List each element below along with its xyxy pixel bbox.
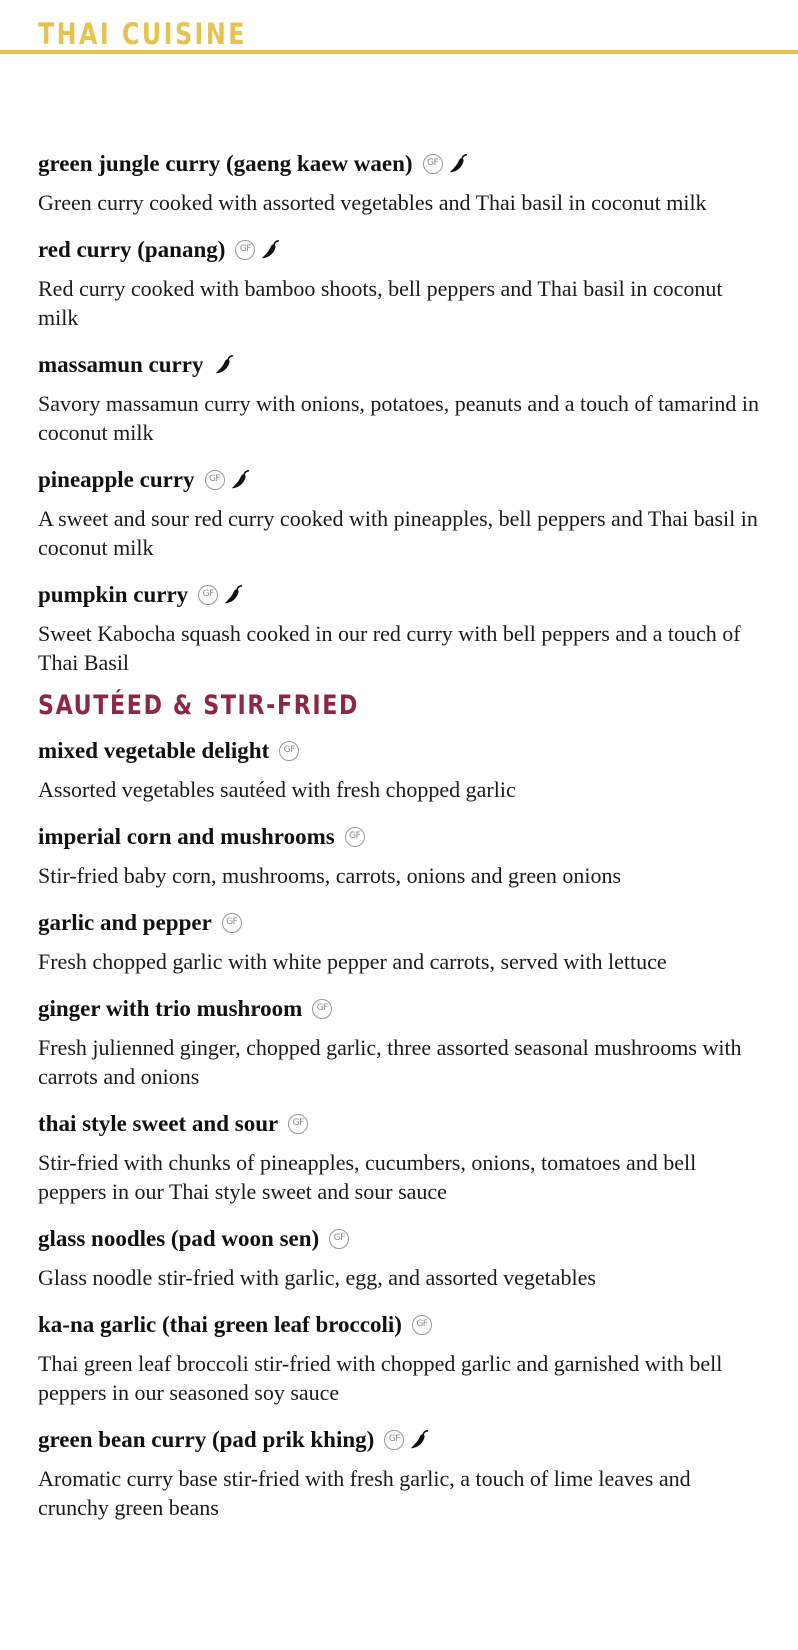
menu-item xyxy=(38,909,763,976)
menu-item-name-row xyxy=(38,995,763,1023)
menu-item-name: red curry (panang) xyxy=(38,237,226,262)
menu-item xyxy=(38,466,763,562)
gluten-free-icon: GF xyxy=(205,470,225,490)
menu-item xyxy=(38,581,763,677)
gluten-free-icon: GF xyxy=(412,1315,432,1335)
gluten-free-icon: GF xyxy=(345,827,365,847)
menu-item xyxy=(38,995,763,1091)
menu-item-description: Fresh julienned ginger, chopped garlic, three assorted seasonal mushrooms with carrots and onions xyxy=(38,1035,742,1089)
menu-item-description: Stir-fried baby corn, mushrooms, carrots, onions and green onions xyxy=(38,863,622,888)
gluten-free-icon: GF xyxy=(235,240,255,260)
chili-pepper-icon xyxy=(408,1429,430,1451)
menu-item-icons xyxy=(329,1229,349,1249)
menu-item-description: Glass noodle stir-fried with garlic, egg, and assorted vegetables xyxy=(38,1265,596,1290)
curries-section xyxy=(38,150,763,696)
menu-item-name-row xyxy=(38,236,763,264)
sauteed-section xyxy=(38,692,763,1541)
menu-item-name: garlic and pepper xyxy=(38,910,212,935)
chili-pepper-icon xyxy=(259,239,281,261)
menu-item-name: ginger with trio mushroom xyxy=(38,996,303,1021)
menu-item-name-row xyxy=(38,466,763,494)
menu-item-description: Savory massamun curry with onions, potatoes, peanuts and a touch of tamarind in coconut milk xyxy=(38,391,759,445)
menu-item-name-row xyxy=(38,150,763,178)
menu-item xyxy=(38,1311,763,1407)
menu-item-icons xyxy=(198,584,244,606)
sauteed-list xyxy=(38,737,763,1522)
menu-item-name: pumpkin curry xyxy=(38,582,189,607)
menu-item-description: Stir-fried with chunks of pineapples, cucumbers, onions, tomatoes and bell peppers in our Thai style sweet and sour sauce xyxy=(38,1150,697,1204)
chili-pepper-icon xyxy=(229,469,251,491)
menu-item-name: imperial corn and mushrooms xyxy=(38,824,335,849)
menu-item xyxy=(38,823,763,890)
menu-item-name-row xyxy=(38,351,763,379)
gluten-free-icon: GF xyxy=(198,585,218,605)
section-title: SAUTÉED & STIR-FRIED xyxy=(38,690,360,721)
menu-item-icons xyxy=(384,1429,430,1451)
menu-item-name-row xyxy=(38,1110,763,1138)
gluten-free-icon: GF xyxy=(279,741,299,761)
menu-item-name-row xyxy=(38,737,763,765)
menu-item-icons xyxy=(235,239,281,261)
gluten-free-icon: GF xyxy=(384,1430,404,1450)
gluten-free-icon: GF xyxy=(288,1114,308,1134)
menu-item-name: ka-na garlic (thai green leaf broccoli) xyxy=(38,1312,402,1337)
menu-item xyxy=(38,737,763,804)
menu-item-name: glass noodles (pad woon sen) xyxy=(38,1226,320,1251)
gluten-free-icon: GF xyxy=(312,999,332,1019)
menu-item-name-row xyxy=(38,823,763,851)
menu-item-description: Thai green leaf broccoli stir-fried with chopped garlic and garnished with bell peppers in our seasoned soy sauce xyxy=(38,1351,723,1405)
chili-pepper-icon xyxy=(213,354,235,376)
menu-item-name-row xyxy=(38,909,763,937)
menu-item-icons xyxy=(312,999,332,1019)
menu-item-name-row xyxy=(38,1426,763,1454)
menu-item-description: Fresh chopped garlic with white pepper and carrots, served with lettuce xyxy=(38,949,667,974)
menu-item xyxy=(38,150,763,217)
menu-item xyxy=(38,1110,763,1206)
menu-item-name: pineapple curry xyxy=(38,467,195,492)
menu-item-description: Sweet Kabocha squash cooked in our red curry with bell peppers and a touch of Thai Basil xyxy=(38,621,741,675)
menu-item-description: A sweet and sour red curry cooked with pineapples, bell peppers and Thai basil in coconut milk xyxy=(38,506,758,560)
menu-item-name-row xyxy=(38,581,763,609)
menu-item-description: Red curry cooked with bamboo shoots, bell peppers and Thai basil in coconut milk xyxy=(38,276,723,330)
curries-list xyxy=(38,150,763,677)
menu-item-icons xyxy=(345,827,365,847)
chili-pepper-icon xyxy=(222,584,244,606)
menu-item xyxy=(38,1426,763,1522)
menu-item-name: mixed vegetable delight xyxy=(38,738,270,763)
chili-pepper-icon xyxy=(447,153,469,175)
menu-item xyxy=(38,351,763,447)
gluten-free-icon: GF xyxy=(423,154,443,174)
menu-item-icons xyxy=(423,153,469,175)
menu-item xyxy=(38,236,763,332)
menu-item-name: green bean curry (pad prik khing) xyxy=(38,1427,375,1452)
menu-item-name: massamun curry xyxy=(38,352,204,377)
menu-item-icons xyxy=(412,1315,432,1335)
page-header xyxy=(0,0,798,54)
menu-item-icons xyxy=(213,354,235,376)
menu-item-icons xyxy=(205,469,251,491)
gluten-free-icon: GF xyxy=(329,1229,349,1249)
menu-item-description: Aromatic curry base stir-fried with fresh garlic, a touch of lime leaves and crunchy green beans xyxy=(38,1466,691,1520)
menu-item-name: thai style sweet and sour xyxy=(38,1111,279,1136)
menu-item-name-row xyxy=(38,1311,763,1339)
menu-item-icons xyxy=(288,1114,308,1134)
menu-item-description: Green curry cooked with assorted vegetables and Thai basil in coconut milk xyxy=(38,190,707,215)
menu-item xyxy=(38,1225,763,1292)
menu-item-icons xyxy=(279,741,299,761)
page-title: THAI CUISINE xyxy=(38,17,247,51)
menu-item-icons xyxy=(222,913,242,933)
menu-item-description: Assorted vegetables sautéed with fresh chopped garlic xyxy=(38,777,516,802)
menu-item-name-row xyxy=(38,1225,763,1253)
gluten-free-icon: GF xyxy=(222,913,242,933)
menu-item-name: green jungle curry (gaeng kaew waen) xyxy=(38,151,413,176)
